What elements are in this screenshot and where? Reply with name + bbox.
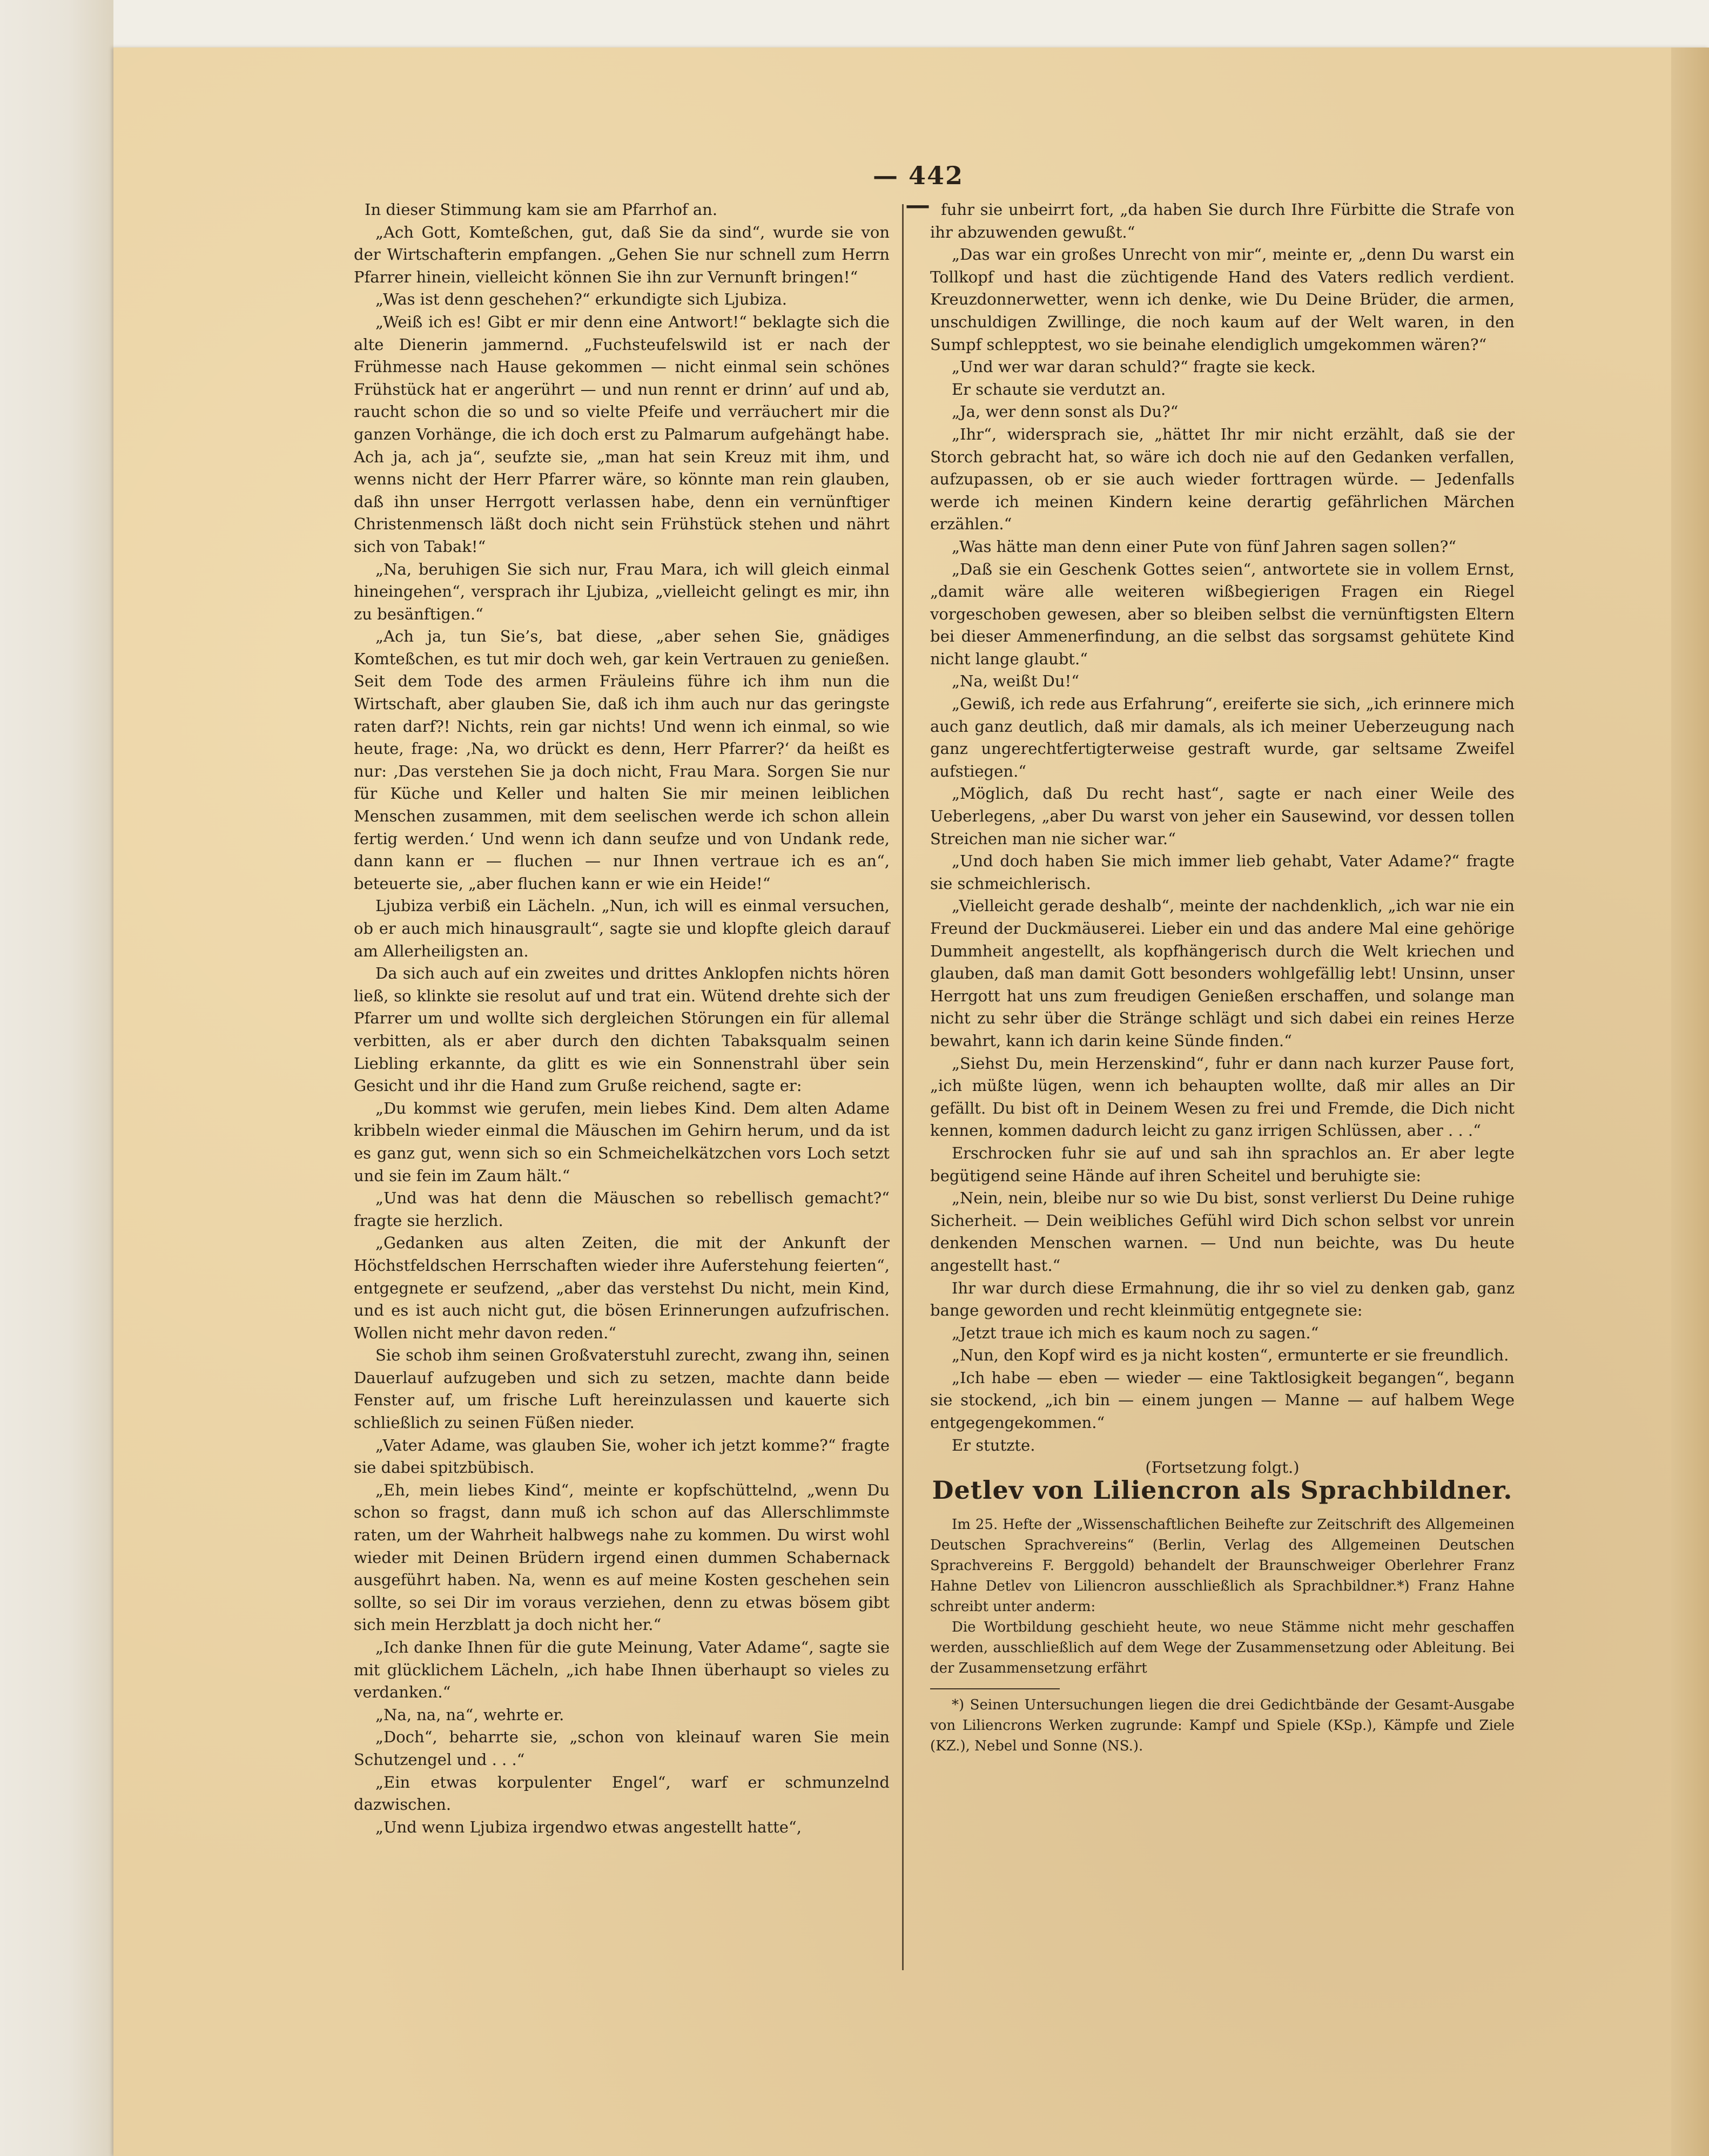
- paragraph: „Ein etwas korpulenter Engel“, warf er schmunzelnd dazwischen.: [354, 1773, 890, 1814]
- page-edge: [1671, 48, 1709, 2156]
- page-number: — 442 —: [872, 161, 964, 219]
- paragraph: „Nein, nein, bleibe nur so wie Du bist, sonst verlierst Du Deine ruhige Sicherheit. — Dein weibliches Gefühl wird Dich schon selbst vor unrein denkenden Menschen warnen. — Und nun beichte, was Du heute angestellt hast.“: [930, 1189, 1515, 1275]
- paragraph: „Und wenn Ljubiza irgendwo etwas angestellt hatte“,: [375, 1817, 802, 1836]
- article-paragraph: Die Wortbildung geschieht heute, wo neue Stämme nicht mehr geschaffen werden, ausschließlich auf dem Wege der Zusammensetzung oder Ableitung. Bei der Zusammensetzung erfährt: [930, 1619, 1515, 1677]
- paragraph: „Jetzt traue ich mich es kaum noch zu sagen.“: [952, 1323, 1319, 1342]
- paragraph: Ljubiza verbiß ein Lächeln. „Nun, ich will es einmal versuchen, ob er auch mich hinausgrault“, sagte sie und klopfte gleich darauf am Allerheiligsten an.: [354, 897, 890, 960]
- paragraph: „Nun, den Kopf wird es ja nicht kosten“, ermunterte er sie freundlich.: [952, 1346, 1509, 1365]
- paragraph: „Ich danke Ihnen für die gute Meinung, Vater Adame“, sagte sie mit glücklichem Lächeln, „ich habe Ihnen überhaupt so vieles zu verdanken.“: [354, 1638, 890, 1702]
- paragraph: „Was hätte man denn einer Pute von fünf Jahren sagen sollen?“: [952, 537, 1457, 556]
- paragraph: „Doch“, beharrte sie, „schon von kleinauf waren Sie mein Schutzengel und . . .“: [354, 1728, 890, 1769]
- paragraph: „Eh, mein liebes Kind“, meinte er kopfschüttelnd, „wenn Du schon so fragst, dann muß ich schon auf das Allerschlimmste raten, um der Wahrheit halbwegs nahe zu kommen. Du wirst wohl wieder mit Deinen Brüdern irgend einen dummen Schabernack ausgeführt haben. Na, wenn es auf meine Kosten geschehen sein sollte, so sei Dir im voraus verziehen, denn zu etwas bösem gibt sich mein Herzblatt ja doch nicht her.“: [354, 1480, 890, 1634]
- paragraph: „Vielleicht gerade deshalb“, meinte der nachdenklich, „ich war nie ein Freund der Duckmäuserei. Lieber ein und das andere Mal eine gehörige Dummheit angestellt, als kopfhängerisch durch die Welt kriechen und glauben, daß man damit Gott besonders wohlgefällig lebt! Unsinn, unser Herrgott hat uns zum freudigen Genießen erschaffen, und solange man nicht zu sehr über die Stränge schlägt und sich dabei ein reines Herze bewahrt, kann ich darin keine Sünde finden.“: [930, 897, 1515, 1050]
- paragraph: „Ihr“, widersprach sie, „hättet Ihr mir nicht erzählt, daß sie der Storch gebracht hat, so wäre ich doch nie auf den Gedanken verfallen, aufzupassen, ob er sie auch wieder forttragen würde. — Jedenfalls werde ich meinen Kindern keine derartig gefährlichen Märchen erzählen.“: [930, 425, 1515, 534]
- paragraph: „Gedanken aus alten Zeiten, die mit der Ankunft der Höchstfeldschen Herrschaften wieder ihre Auferstehung feierten“, entgegnete er seufzend, „aber das verstehst Du nicht, mein Kind, und es ist auch nicht gut, die bösen Erinnerungen aufzufrischen. Wollen nicht mehr davon reden.“: [354, 1234, 890, 1342]
- column-divider: [902, 204, 904, 1970]
- paragraph: „Möglich, daß Du recht hast“, sagte er nach einer Weile des Ueberlegens, „aber Du warst von jeher ein Sausewind, vor dessen tollen Streichen man nie sicher war.“: [930, 784, 1515, 848]
- scan-background: [0, 0, 113, 2156]
- footnote-rule: [930, 1688, 1060, 1689]
- paragraph: „Ich habe — eben — wieder — eine Taktlosigkeit begangen“, begann sie stockend, „ich bin — einem jungen — Manne — auf halbem Wege entgegengekommen.“: [930, 1368, 1515, 1432]
- paragraph: „Du kommst wie gerufen, mein liebes Kind. Dem alten Adame kribbeln wieder einmal die Mäuschen im Gehirn herum, und da ist es ganz gut, wenn sich so ein Schmeichelkätzchen vors Loch setzt und sie fein im Zaum hält.“: [354, 1099, 890, 1185]
- right-column: [930, 199, 1515, 1756]
- paragraph: „Siehst Du, mein Herzenskind“, fuhr er dann nach kurzer Pause fort, „ich müßte lügen, wenn ich behaupten wollte, daß mir alles an Dir gefällt. Du bist oft in Deinem Wesen zu frei und Fremde, die Dich nicht kennen, kommen dadurch leicht zu ganz irrigen Schlüssen, aber . . .“: [930, 1054, 1515, 1140]
- continuation-note: (Fortsetzung folgt.): [1145, 1458, 1300, 1477]
- paragraph: „Na, na, na“, wehrte er.: [375, 1705, 564, 1724]
- article-paragraph: Im 25. Hefte der „Wissenschaftlichen Beihefte zur Zeitschrift des Allgemeinen Deutschen Sprachvereins“ (Berlin, Verlag des Allgemeinen Deutschen Sprachvereins F. Berggold) behandelt der Braunschweiger Oberlehrer Franz Hahne Detlev von Liliencron ausschließlich als Sprachbildner.*) Franz Hahne schreibt unter anderm:: [930, 1517, 1515, 1615]
- paragraph: Er stutzte.: [952, 1436, 1035, 1454]
- paragraph: Er schaute sie verdutzt an.: [952, 380, 1166, 399]
- paragraph: „Vater Adame, was glauben Sie, woher ich jetzt komme?“ fragte sie dabei spitzbübisch.: [354, 1436, 890, 1477]
- paragraph: Ihr war durch diese Ermahnung, die ihr so viel zu denken gab, ganz bange geworden und recht kleinmütig entgegnete sie:: [930, 1278, 1515, 1320]
- article-body: [930, 1514, 1515, 1679]
- left-column: [354, 199, 890, 1838]
- paragraph: „Ach ja, tun Sie’s, bat diese, „aber sehen Sie, gnädiges Komteßchen, es tut mir doch weh, gar kein Vertrauen zu genießen. Seit dem Tode des armen Fräuleins führe ich ihm nun die Wirtschaft, aber glauben Sie, daß ich ihm auch nur das geringste raten darf?! Nichts, rein gar nichts! Und wenn ich einmal, so wie heute, frage: ‚Na, wo drückt es denn, Herr Pfarrer?‘ da heißt es nur: ‚Das verstehen Sie ja doch nicht, Frau Mara. Sorgen Sie nur für Küche und Keller und halten Sie mir meinen leiblichen Menschen zusammen, mit dem seelischen werde ich schon allein fertig werden.‘ Und wenn ich dann seufze und von Undank rede, dann kann er — fluchen — nur Ihnen vertraue ich es an“, beteuerte sie, „aber fluchen kann er wie ein Heide!“: [354, 627, 890, 893]
- paragraph: „Weiß ich es! Gibt er mir denn eine Antwort!“ beklagte sich die alte Dienerin jammernd. „Fuchsteufelswild ist er nach der Frühmesse nach Hause gekommen — nicht einmal sein schönes Frühstück hat er angerührt — und nun rennt er drinn’ auf und ab, raucht schon die so und so vielte Pfeife und verräuchert mir die ganzen Vorhänge, die ich doch erst zu Palmarum aufgehängt habe. Ach ja, ach ja“, seufzte sie, „man hat sein Kreuz mit ihm, und wenns nicht der Herr Pfarrer wäre, so könnte man rein glauben, daß ihn unser Herrgott verlassen habe, denn ein vernünftiger Christenmensch läßt doch nicht sein Frühstück stehen und nährt sich von Tabak!“: [354, 312, 890, 556]
- paragraph: „Na, beruhigen Sie sich nur, Frau Mara, ich will gleich einmal hineingehen“, versprach ihr Ljubiza, „vielleicht gelingt es mir, ihn zu besänftigen.“: [354, 560, 890, 623]
- paragraph: „Na, weißt Du!“: [952, 672, 1080, 691]
- paragraph: fuhr sie unbeirrt fort, „da haben Sie durch Ihre Fürbitte die Strafe von ihr abzuwenden gewußt.“: [930, 200, 1515, 241]
- paragraph: „Ja, wer denn sonst als Du?“: [952, 402, 1179, 421]
- paragraph: Erschrocken fuhr sie auf und sah ihn sprachlos an. Er aber legte begütigend seine Hände auf ihren Scheitel und beruhigte sie:: [930, 1143, 1515, 1185]
- footnote: *) Seinen Untersuchungen liegen die drei Gedichtbände der Gesamt-Ausgabe von Liliencrons Werken zugrunde: Kampf und Spiele (KSp.), Kämpfe und Ziele (KZ.), Nebel und Sonne (NS.).: [930, 1697, 1515, 1755]
- paragraph: „Daß sie ein Geschenk Gottes seien“, antwortete sie in vollem Ernst, „damit wäre alle weiteren wißbegierigen Fragen ein Riegel vorgeschoben gewesen, aber so bleiben selbst die vernünftigsten Eltern bei dieser Ammenerfindung, an die selbst das sorgsamst gehütete Kind nicht lange glaubt.“: [930, 560, 1515, 668]
- paragraph: „Was ist denn geschehen?“ erkundigte sich Ljubiza.: [375, 290, 788, 309]
- paragraph: „Und wer war daran schuld?“ fragte sie keck.: [952, 358, 1316, 376]
- paragraph: „Und was hat denn die Mäuschen so rebellisch gemacht?“ fragte sie herzlich.: [354, 1189, 890, 1230]
- paragraph: „Ach Gott, Komteßchen, gut, daß Sie da sind“, wurde sie von der Wirtschafterin empfangen. „Gehen Sie nur schnell zum Herrn Pfarrer hinein, vielleicht können Sie ihn zur Vernunft bringen!“: [354, 223, 890, 286]
- paragraph: „Und doch haben Sie mich immer lieb gehabt, Vater Adame?“ fragte sie schmeichlerisch.: [930, 852, 1515, 893]
- article-title: Detlev von Liliencron als Sprachbildner.: [932, 1475, 1513, 1505]
- paragraph: In dieser Stimmung kam sie am Pfarrhof an.: [365, 200, 718, 219]
- paragraph: Da sich auch auf ein zweites und drittes Anklopfen nichts hören ließ, so klinkte sie resolut auf und trat ein. Wütend drehte sich der Pfarrer um und wollte sich dergleichen Störungen ein für allemal verbitten, als er aber durch den dichten Tabaksqualm seinen Liebling erkannte, da glitt es wie ein Sonnenstrahl über sein Gesicht und ihr die Hand zum Gruße reichend, sagte er:: [354, 964, 890, 1095]
- paragraph: „Das war ein großes Unrecht von mir“, meinte er, „denn Du warst ein Tollkopf und hast die züchtigende Hand des Vaters redlich verdient. Kreuzdonnerwetter, wenn ich denke, wie Du Deine Brüder, die armen, unschuldigen Zwillinge, die noch kaum auf der Welt waren, in den Sumpf schlepptest, wo sie beinahe elendiglich umgekommen wären?“: [930, 245, 1515, 354]
- story-continuation: [930, 199, 1515, 1457]
- paragraph: Sie schob ihm seinen Großvaterstuhl zurecht, zwang ihn, seinen Dauerlauf aufzugeben und sich zu setzen, machte dann beide Fenster auf, um frische Luft hereinzulassen und kauerte sich schließlich zu seinen Füßen nieder.: [354, 1346, 890, 1432]
- paragraph: „Gewiß, ich rede aus Erfahrung“, ereiferte sie sich, „ich erinnere mich auch ganz deutlich, daß mir damals, als ich meiner Ueberzeugung nach ganz ungerechtfertigterweise gestraft wurde, gar seltsame Zweifel aufstiegen.“: [930, 695, 1515, 780]
